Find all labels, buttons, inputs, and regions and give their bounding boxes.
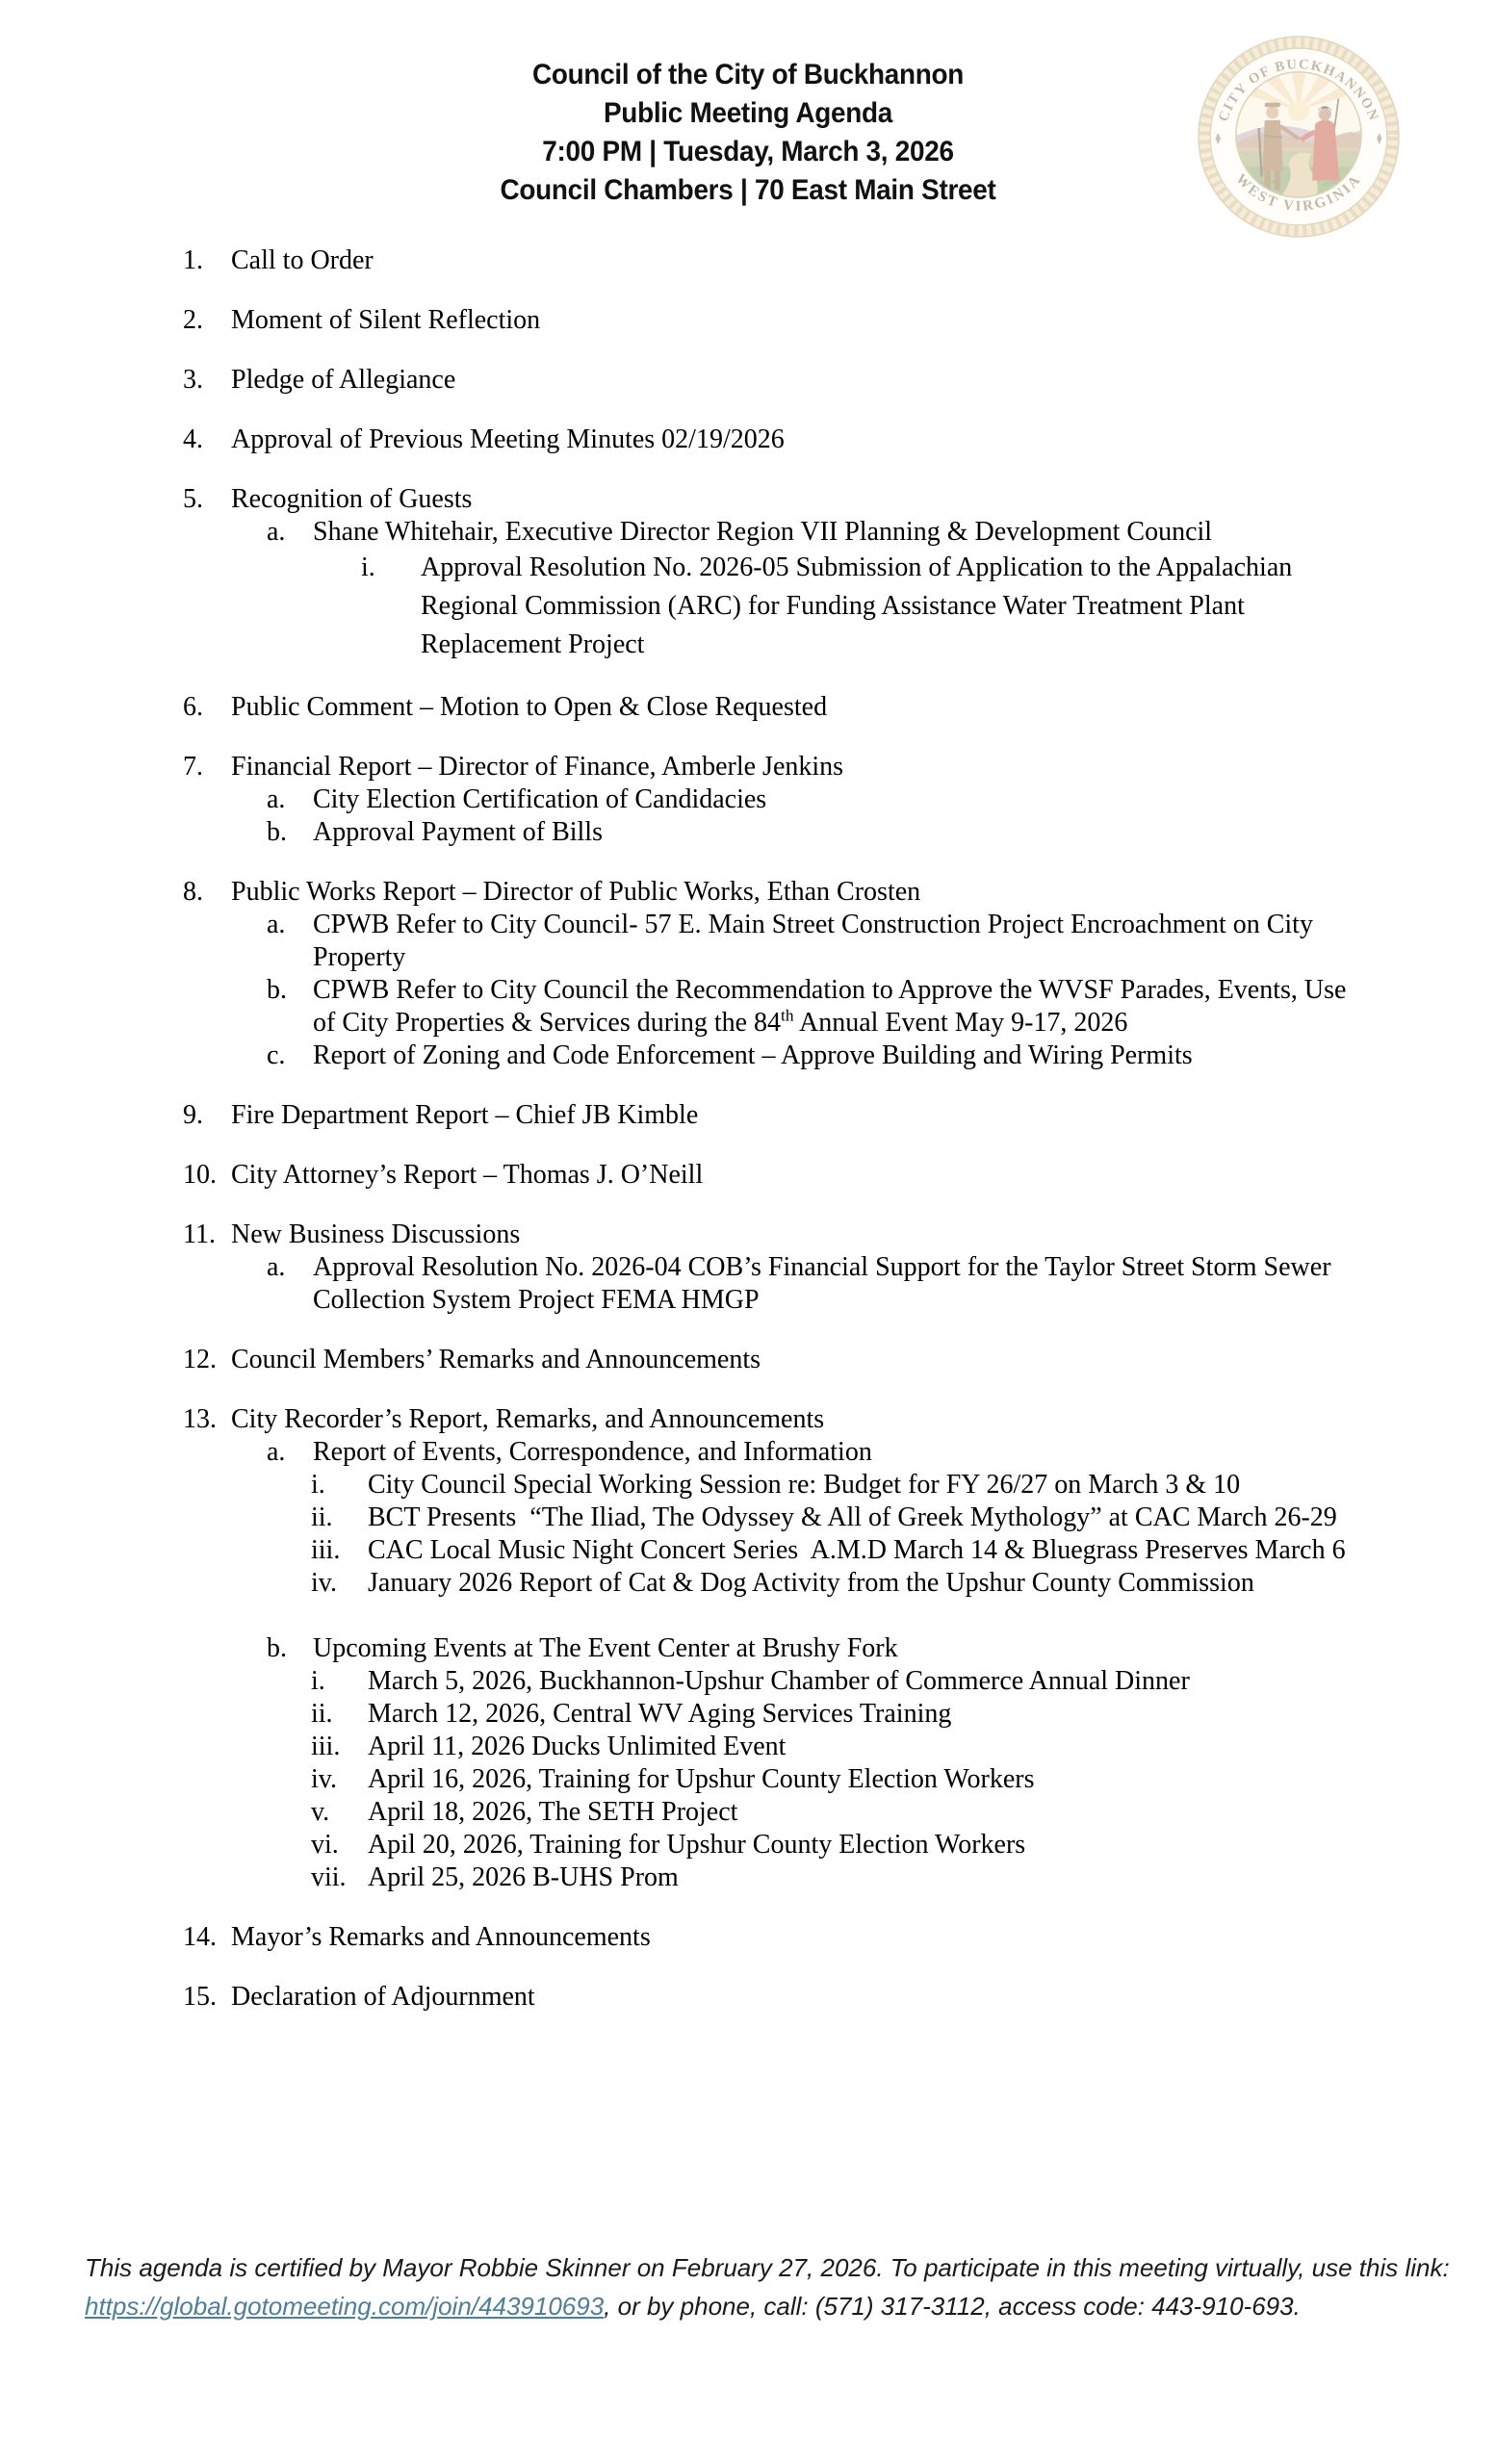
item-text: Declaration of Adjournment bbox=[231, 1982, 535, 2012]
item-number: vii. bbox=[311, 1862, 347, 1892]
item-number: 12. bbox=[183, 1345, 217, 1374]
item-text: Mayor’s Remarks and Announcements bbox=[231, 1922, 651, 1952]
agenda-item-14 bbox=[183, 1921, 1367, 1954]
item-number: iv. bbox=[311, 1764, 337, 1794]
agenda-item-13-a-i bbox=[311, 1469, 1367, 1502]
agenda-item-4 bbox=[183, 424, 1367, 456]
item-text: New Business Discussions bbox=[231, 1219, 521, 1249]
agenda-item-13-b-ii bbox=[311, 1698, 1367, 1731]
agenda-item-7 bbox=[183, 751, 1367, 783]
item-number: iii. bbox=[311, 1732, 341, 1761]
item-number: a. bbox=[267, 517, 286, 547]
item-text: Moment of Silent Reflection bbox=[231, 305, 541, 335]
document-header bbox=[52, 0, 1443, 210]
item-text: April 18, 2026, The SETH Project bbox=[368, 1797, 738, 1827]
item-text: Recognition of Guests bbox=[231, 484, 473, 514]
item-number: a. bbox=[267, 784, 286, 814]
document-footer bbox=[85, 2248, 1471, 2325]
header-title: Council of the City of Buckhannon bbox=[531, 59, 965, 90]
header-datetime: 7:00 PM | Tuesday, March 3, 2026 bbox=[542, 136, 954, 167]
item-number: b. bbox=[267, 975, 287, 1005]
item-number: 10. bbox=[183, 1160, 217, 1190]
item-text: Upcoming Events at The Event Center at Brushy Fork bbox=[313, 1633, 898, 1663]
item-text: Public Works Report – Director of Public Works, Ethan Crosten bbox=[231, 877, 921, 907]
agenda-item-13-b-iv bbox=[311, 1763, 1367, 1796]
item-text: March 5, 2026, Buckhannon-Upshur Chamber of Commerce Annual Dinner bbox=[368, 1666, 1190, 1696]
item-text: Apil 20, 2026, Training for Upshur County Election Workers bbox=[368, 1830, 1026, 1860]
item-number: 13. bbox=[183, 1404, 217, 1434]
item-text: Approval of Previous Meeting Minutes 02/19/2026 bbox=[231, 424, 785, 454]
agenda-item-10 bbox=[183, 1159, 1367, 1192]
agenda-item-8-b bbox=[267, 974, 1367, 1040]
agenda-item-5-a bbox=[267, 516, 1367, 549]
agenda-item-13-a-iv bbox=[311, 1567, 1367, 1600]
item-number: v. bbox=[311, 1797, 330, 1827]
agenda-item-13-b bbox=[267, 1632, 1367, 1665]
item-text: Approval Resolution No. 2026-04 COB’s Financial Support for the Taylor Street Storm Sewer Collection System Project FEMA HMGP bbox=[313, 1252, 1331, 1315]
agenda-item-6 bbox=[183, 691, 1367, 724]
agenda-item-13-b-vii bbox=[311, 1861, 1367, 1894]
item-number: b. bbox=[267, 817, 287, 847]
agenda-list bbox=[0, 210, 1496, 2014]
agenda-item-7-a bbox=[267, 783, 1367, 816]
agenda-item-13 bbox=[183, 1403, 1367, 1436]
item-number: 8. bbox=[183, 877, 203, 907]
item-number: 11. bbox=[183, 1219, 216, 1249]
item-number: 2. bbox=[183, 305, 203, 335]
item-text: BCT Presents “The Iliad, The Odyssey & All of Greek Mythology” at CAC March 26-29 bbox=[368, 1502, 1337, 1532]
footer-certification-line bbox=[85, 2248, 1471, 2287]
item-number: 1. bbox=[183, 245, 203, 275]
item-number: 15. bbox=[183, 1982, 217, 2012]
item-text: Call to Order bbox=[231, 245, 374, 275]
item-text: Pledge of Allegiance bbox=[231, 365, 456, 395]
item-number: vi. bbox=[311, 1830, 339, 1860]
item-number: i. bbox=[361, 552, 375, 582]
item-text: Shane Whitehair, Executive Director Region VII Planning & Development Council bbox=[313, 517, 1213, 547]
agenda-item-13-a-iii bbox=[311, 1534, 1367, 1567]
item-text: CAC Local Music Night Concert Series A.M.D March 14 & Bluegrass Preserves March 6 bbox=[368, 1535, 1346, 1565]
item-number: a. bbox=[267, 1252, 286, 1282]
seal-top-text: CITY OF BUCKHANNON bbox=[1215, 57, 1382, 124]
agenda-item-13-b-iii bbox=[311, 1731, 1367, 1763]
item-text: City Council Special Working Session re: Budget for FY 26/27 on March 3 & 10 bbox=[368, 1470, 1241, 1500]
item-text: City Attorney’s Report – Thomas J. O’Neill bbox=[231, 1160, 704, 1190]
item-number: 7. bbox=[183, 752, 203, 782]
item-text: April 16, 2026, Training for Upshur County Election Workers bbox=[368, 1764, 1035, 1794]
item-text: April 11, 2026 Ducks Unlimited Event bbox=[368, 1732, 787, 1761]
item-number: 5. bbox=[183, 484, 203, 514]
agenda-item-5-a-i bbox=[361, 549, 1367, 664]
item-number: 6. bbox=[183, 692, 203, 722]
item-text: CPWB Refer to City Council the Recommendation to Approve the WVSF Parades, Events, Use of City Properties & Services during the 84th Annual Event May 9-17, 2026 bbox=[313, 975, 1347, 1038]
agenda-item-7-b bbox=[267, 816, 1367, 849]
item-text: Approval Payment of Bills bbox=[313, 817, 603, 847]
header-location: Council Chambers | 70 East Main Street bbox=[500, 174, 996, 206]
item-text: March 12, 2026, Central WV Aging Services Training bbox=[368, 1699, 952, 1729]
seal-bottom-text: WEST VIRGINIA bbox=[1232, 171, 1365, 215]
item-number: 3. bbox=[183, 365, 203, 395]
item-text: April 25, 2026 B-UHS Prom bbox=[368, 1862, 679, 1892]
agenda-item-13-a-ii bbox=[311, 1502, 1367, 1534]
item-number: i. bbox=[311, 1470, 325, 1500]
item-text: Fire Department Report – Chief JB Kimble bbox=[231, 1100, 699, 1130]
agenda-item-8 bbox=[183, 876, 1367, 909]
item-number: b. bbox=[267, 1633, 287, 1663]
item-text: City Election Certification of Candidacies bbox=[313, 784, 767, 814]
agenda-item-13-b-vi bbox=[311, 1829, 1367, 1861]
item-number: a. bbox=[267, 910, 286, 939]
agenda-item-5 bbox=[183, 483, 1367, 516]
item-text: City Recorder’s Report, Remarks, and Announcements bbox=[231, 1404, 825, 1434]
agenda-item-15 bbox=[183, 1981, 1367, 2014]
agenda-item-13-b-i bbox=[311, 1665, 1367, 1698]
footer-phone-text: , or by phone, call: (571) 317-3112, access code: 443-910-693. bbox=[604, 2292, 1301, 2321]
item-number: iv. bbox=[311, 1568, 337, 1598]
item-number: 4. bbox=[183, 424, 203, 454]
agenda-item-13-b-v bbox=[311, 1796, 1367, 1829]
meeting-link[interactable]: https://global.gotomeeting.com/join/443910693 bbox=[85, 2292, 605, 2321]
agenda-item-13-a bbox=[267, 1436, 1367, 1469]
agenda-item-12 bbox=[183, 1344, 1367, 1376]
header-subtitle: Public Meeting Agenda bbox=[603, 97, 893, 129]
item-text: Public Comment – Motion to Open & Close Requested bbox=[231, 692, 828, 722]
item-text: Financial Report – Director of Finance, Amberle Jenkins bbox=[231, 752, 844, 782]
item-number: 9. bbox=[183, 1100, 203, 1130]
footer-contact-line bbox=[85, 2287, 1471, 2325]
item-number: a. bbox=[267, 1437, 286, 1467]
agenda-item-1 bbox=[183, 244, 1367, 277]
agenda-item-9 bbox=[183, 1099, 1367, 1132]
item-text: CPWB Refer to City Council- 57 E. Main Street Construction Project Encroachment on City Property bbox=[313, 910, 1313, 972]
item-number: i. bbox=[311, 1666, 325, 1696]
agenda-item-3 bbox=[183, 364, 1367, 397]
item-text: Report of Zoning and Code Enforcement – Approve Building and Wiring Permits bbox=[313, 1040, 1193, 1070]
agenda-item-8-c bbox=[267, 1040, 1367, 1072]
item-number: c. bbox=[267, 1040, 286, 1070]
agenda-item-8-a bbox=[267, 909, 1367, 974]
item-number: 14. bbox=[183, 1922, 217, 1952]
item-number: ii. bbox=[311, 1699, 333, 1729]
item-text: January 2026 Report of Cat & Dog Activity from the Upshur County Commission bbox=[368, 1568, 1254, 1598]
item-text: Report of Events, Correspondence, and Information bbox=[313, 1437, 872, 1467]
item-text: Approval Resolution No. 2026-05 Submission of Application to the Appalachian Regional Commission (ARC) for Funding Assistance Water Treatment Plant Replacement Project bbox=[421, 552, 1293, 659]
item-number: ii. bbox=[311, 1502, 333, 1532]
footer-certification-text: This agenda is certified by Mayor Robbie Skinner on February 27, 2026. To participate in this meeting virtually, use this link: bbox=[85, 2253, 1450, 2282]
item-text: Council Members’ Remarks and Announcements bbox=[231, 1345, 761, 1374]
item-number: iii. bbox=[311, 1535, 341, 1565]
agenda-item-11 bbox=[183, 1219, 1367, 1251]
agenda-item-11-a bbox=[267, 1251, 1367, 1317]
agenda-item-2 bbox=[183, 304, 1367, 337]
